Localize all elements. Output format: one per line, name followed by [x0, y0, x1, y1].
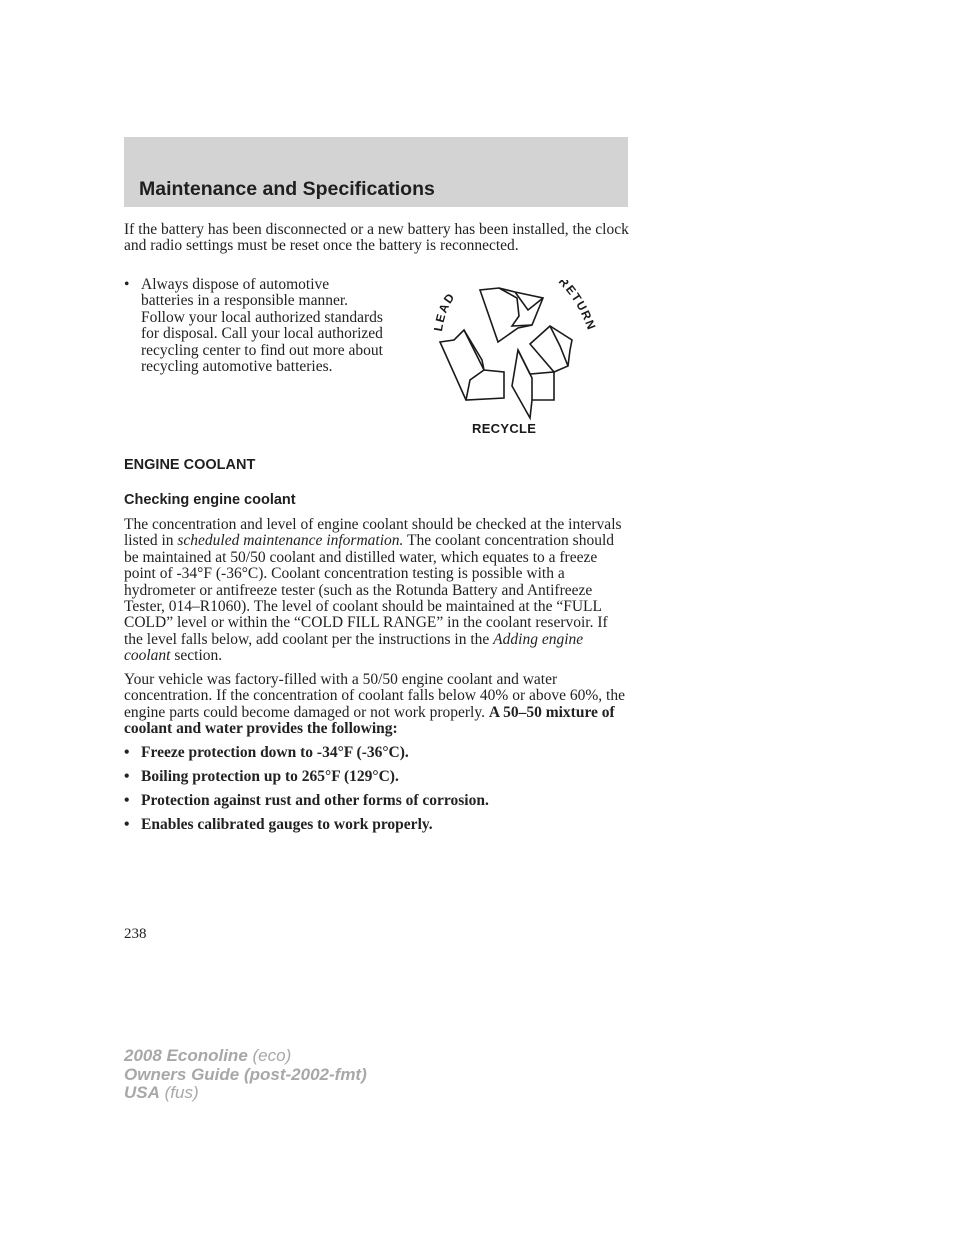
footer-line-1 — [124, 1047, 367, 1066]
coolant-check-paragraph — [124, 517, 630, 665]
boiling-protection-text: Boiling protection up to 265°F (129°C). — [141, 768, 399, 785]
bullet-glyph: • — [124, 792, 130, 809]
recycle-icon — [420, 280, 602, 440]
p2-text: Your vehicle was factory-filled with a 50/50 engine coolant and water concentration. If the concentration of coolant falls below 40% or above 60%, the engine parts could become damaged or not work properly. — [124, 671, 625, 721]
logo-return-text: RETURN — [555, 280, 599, 333]
p1-text-c: section. — [170, 647, 223, 665]
list-item — [124, 745, 409, 761]
p1-italic-b: Adding engine coolant — [124, 630, 584, 665]
footer-region-code: (fus) — [159, 1083, 199, 1102]
factory-fill-paragraph — [124, 672, 630, 738]
p1-italic-a: scheduled maintenance information. — [177, 532, 404, 550]
battery-disposal-text: Always dispose of automotive batteries in a responsible manner. Follow your local authorized standards for disposal. Call your local authorized recycling center to find out more about recycling automotive batteries. — [141, 276, 383, 376]
document-footer — [124, 1047, 367, 1103]
subheading-checking-coolant: Checking engine coolant — [124, 492, 296, 508]
p1-text-b: The coolant concentration should be maintained at 50/50 coolant and distilled water, which equates to a freeze point of -34°F (-36°C). Coolant concentration testing is possible with a hydrometer or antifreeze tester (such as the Rotunda Battery and Antifreeze Tester, 014–R1060). The level of coolant should be maintained at the “FULL COLD” level or within the “COLD FILL RANGE” in the coolant reservoir. If the level falls below, add coolant per the instructions in the — [124, 532, 615, 648]
page-number: 238 — [124, 926, 147, 942]
bullet-glyph: • — [124, 768, 130, 785]
p1-text-a: The concentration and level of engine coolant should be checked at the intervals listed in — [124, 516, 622, 550]
footer-line-3 — [124, 1084, 367, 1103]
logo-lead-text: LEAD — [431, 289, 459, 333]
list-item — [124, 817, 433, 833]
bullet-glyph: • — [124, 816, 130, 833]
page-title: Maintenance and Specifications — [139, 178, 435, 200]
p2-bold-text: A 50–50 mixture of coolant and water provides the following: — [124, 703, 615, 738]
intro-paragraph: If the battery has been disconnected or a new battery has been installed, the clock and radio settings must be reset once the battery is reconnected. — [124, 221, 629, 255]
recycle-arrow-left — [440, 330, 504, 400]
freeze-protection-text: Freeze protection down to -34°F (-36°C). — [141, 744, 409, 761]
footer-guide: Owners Guide (post-2002-fmt) — [124, 1064, 367, 1084]
recycle-arrow-top — [480, 288, 543, 342]
footer-model: 2008 Econoline — [124, 1046, 248, 1065]
gauges-text: Enables calibrated gauges to work properly. — [141, 816, 433, 833]
list-item — [124, 769, 399, 785]
footer-model-code: (eco) — [247, 1046, 292, 1065]
battery-disposal-bullet — [124, 277, 384, 375]
rust-protection-text: Protection against rust and other forms of corrosion. — [141, 792, 489, 809]
bullet-glyph: • — [124, 276, 130, 293]
list-item — [124, 793, 489, 809]
section-header-band — [124, 137, 628, 207]
lead-recycle-logo — [420, 280, 602, 440]
logo-recycle-text: RECYCLE — [472, 421, 537, 436]
footer-line-2 — [124, 1066, 367, 1085]
bullet-glyph: • — [124, 744, 130, 761]
recycle-arrow-right — [530, 326, 572, 372]
section-heading-engine-coolant: ENGINE COOLANT — [124, 457, 256, 473]
footer-region: USA — [124, 1083, 160, 1102]
